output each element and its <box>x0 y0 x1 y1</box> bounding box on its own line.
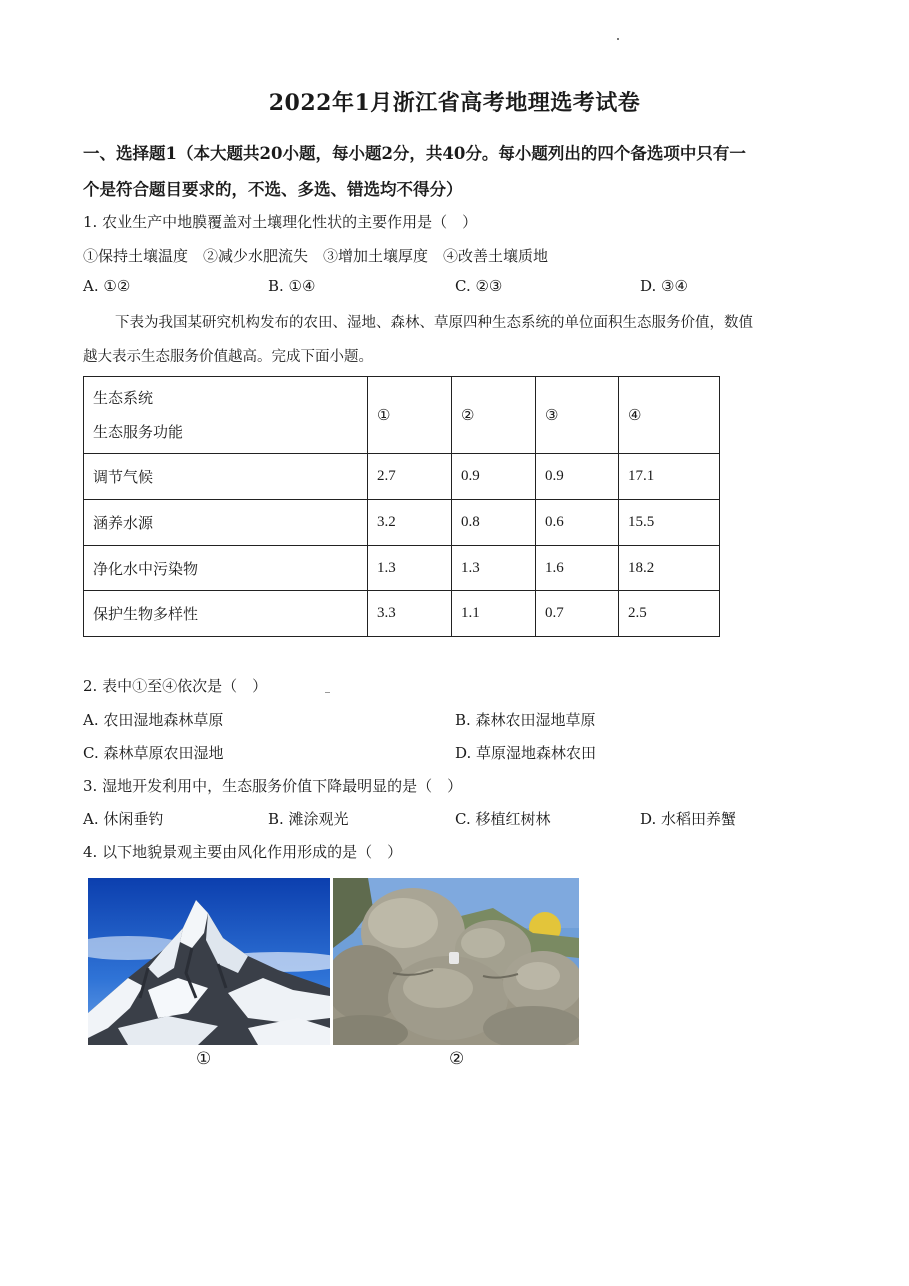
q2-option-b[interactable]: B. 森林农田湿地草原 <box>455 711 596 729</box>
table-header-row <box>84 377 720 454</box>
photo-caption-1: ① <box>196 1049 212 1069</box>
cell-value: 2.5 <box>619 591 720 637</box>
q2-stem: 2. 表中①至④依次是（ ） <box>83 677 268 695</box>
q1-option-a[interactable]: A. ①② <box>83 277 131 295</box>
q1-option-c[interactable]: C. ②③ <box>455 277 503 295</box>
cell-value: 1.3 <box>368 546 452 591</box>
intro-line1: 下表为我国某研究机构发布的农田、湿地、森林、草原四种生态系统的单位面积生态服务价值，数值 <box>115 315 753 331</box>
row-label: 净化水中污染物 <box>84 546 368 591</box>
column-header-2: ② <box>452 377 536 454</box>
cell-value: 2.7 <box>368 454 452 500</box>
cell-value: 18.2 <box>619 546 720 591</box>
row-label: 保护生物多样性 <box>84 591 368 637</box>
q2-option-d[interactable]: D. 草原湿地森林农田 <box>455 744 597 762</box>
table-row <box>84 500 720 546</box>
cell-value: 1.1 <box>452 591 536 637</box>
cell-value: 15.5 <box>619 500 720 546</box>
photo-caption-2: ② <box>449 1049 465 1069</box>
q1-statements: ①保持土壤温度 ②减少水肥流失 ③增加土壤厚度 ④改善土壤质地 <box>83 247 549 265</box>
page-title: 2022年1月浙江省高考地理选考试卷 <box>268 90 641 116</box>
q3-stem: 3. 湿地开发利用中，生态服务价值下降最明显的是（ ） <box>83 777 463 795</box>
section-heading-line1: 一、选择题1（本大题共20小题，每小题2分，共40分。每小题列出的四个备选项中只有一 <box>83 144 746 163</box>
section-heading-line2: 个是符合题目要求的，不选、多选、错选均不得分） <box>83 180 463 199</box>
table-row <box>84 591 720 637</box>
cell-value: 17.1 <box>619 454 720 500</box>
cell-value: 0.8 <box>452 500 536 546</box>
column-header-3: ③ <box>536 377 619 454</box>
intro-line2: 越大表示生态服务价值越高。完成下面小题。 <box>83 349 373 365</box>
cell-value: 3.2 <box>368 500 452 546</box>
mountain-peak-photo <box>88 878 330 1045</box>
cell-value: 1.3 <box>452 546 536 591</box>
q3-option-c[interactable]: C. 移植红树林 <box>455 810 551 828</box>
column-header-1: ① <box>368 377 452 454</box>
q3-option-b[interactable]: B. 滩涂观光 <box>268 810 349 828</box>
row-label: 调节气候 <box>84 454 368 500</box>
table-row <box>84 454 720 500</box>
eco-service-table <box>83 376 720 637</box>
q3-option-a[interactable]: A. 休闲垂钓 <box>83 810 164 828</box>
cell-value: 0.9 <box>536 454 619 500</box>
cell-value: 0.9 <box>452 454 536 500</box>
q1-option-b[interactable]: B. ①④ <box>268 277 316 295</box>
cell-value: 3.3 <box>368 591 452 637</box>
scan-mark <box>325 692 330 693</box>
table-row <box>84 546 720 591</box>
header-ecosystem: 生态系统 <box>93 389 154 407</box>
q3-option-d[interactable]: D. 水稻田养蟹 <box>640 810 737 828</box>
cell-value: 0.7 <box>536 591 619 637</box>
table-header-cell <box>84 377 368 454</box>
scan-speck <box>617 38 619 40</box>
row-label: 涵养水源 <box>84 500 368 546</box>
cell-value: 0.6 <box>536 500 619 546</box>
q1-option-d[interactable]: D. ③④ <box>640 277 688 295</box>
column-header-4: ④ <box>619 377 720 454</box>
q2-option-c[interactable]: C. 森林草原农田湿地 <box>83 744 224 762</box>
q4-stem: 4. 以下地貌景观主要由风化作用形成的是（ ） <box>83 843 403 861</box>
q1-stem: 1. 农业生产中地膜覆盖对土壤理化性状的主要作用是（ ） <box>83 213 478 231</box>
cell-value: 1.6 <box>536 546 619 591</box>
header-service-function: 生态服务功能 <box>93 423 184 441</box>
boulders-photo <box>333 878 579 1045</box>
q2-option-a[interactable]: A. 农田湿地森林草原 <box>83 711 224 729</box>
